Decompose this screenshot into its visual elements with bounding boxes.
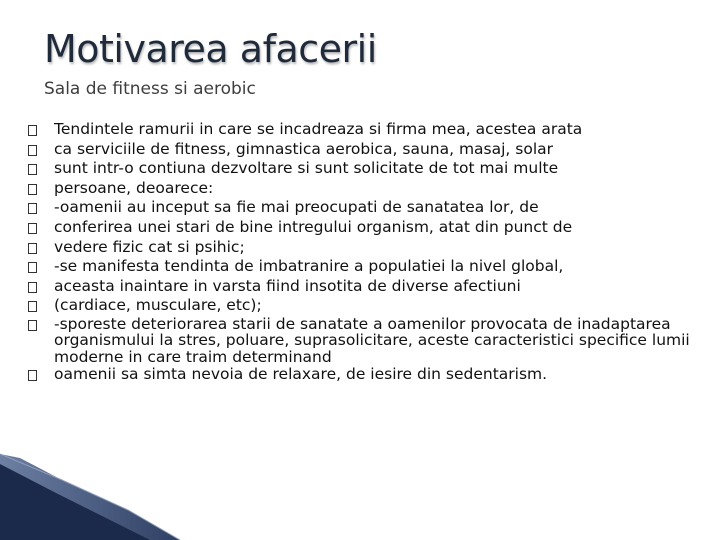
bullet-text: Tendintele ramurii in care se incadreaza si firma mea, acestea arata [54,120,583,138]
slide-title: Motivarea afacerii [44,27,377,71]
bullet-text: sunt intr-o contiuna dezvoltare si sunt solicitate de tot mai multe [54,159,559,178]
bullet-text: ca serviciile de fitness, gimnastica aerobica, sauna, masaj, solar [54,139,554,158]
square-bullet-icon [28,125,37,136]
bullet-item [28,238,698,258]
bullet-item [28,120,698,140]
square-bullet-icon [28,282,37,293]
square-bullet-icon [28,203,37,214]
bullet-text: (cardiace, musculare, etc); [54,296,262,315]
bullet-text: vedere fizic cat si psihic; [54,237,245,256]
bullet-item [28,198,698,218]
square-bullet-icon [28,164,37,175]
bullet-item [28,277,698,297]
bullet-item [28,365,698,385]
bullet-item [28,257,698,277]
square-bullet-icon [28,301,37,312]
bullet-item [28,179,698,199]
bullet-text: -se manifesta tendinta de imbatranire a populatiei la nivel global, [54,257,564,276]
bullet-item [28,218,698,238]
slide-subtitle: Sala de fitness si aerobic [44,79,256,99]
bullet-text: persoane, deoarece: [54,178,214,197]
bullet-item [28,159,698,179]
square-bullet-icon [28,370,37,381]
square-bullet-icon [28,262,37,273]
bullet-list [28,120,698,385]
bullet-item [28,140,698,160]
bullet-item [28,296,698,316]
bullet-text: -oamenii au inceput sa fie mai preocupati de sanatatea lor, de [54,198,539,217]
bullet-text: conferirea unei stari de bine intregului organism, atat din punct de [54,217,573,236]
bullet-text: -sporeste deteriorarea starii de sanatate a oamenilor provocata de inadaptarea organismului la stres, poluare, suprasolicitare, aceste caracteristici specifice lumii moderne in care traim determinand [54,314,690,366]
corner-swoosh-decoration [0,440,720,540]
square-bullet-icon [28,145,37,156]
square-bullet-icon [28,223,37,234]
bullet-item [28,316,698,366]
square-bullet-icon [28,184,37,195]
bullet-text: oamenii sa simta nevoia de relaxare, de iesire din sedentarism. [54,365,548,384]
square-bullet-icon [28,243,37,254]
square-bullet-icon [28,320,37,331]
bullet-text: aceasta inaintare in varsta fiind insotita de diverse afectiuni [54,276,521,295]
